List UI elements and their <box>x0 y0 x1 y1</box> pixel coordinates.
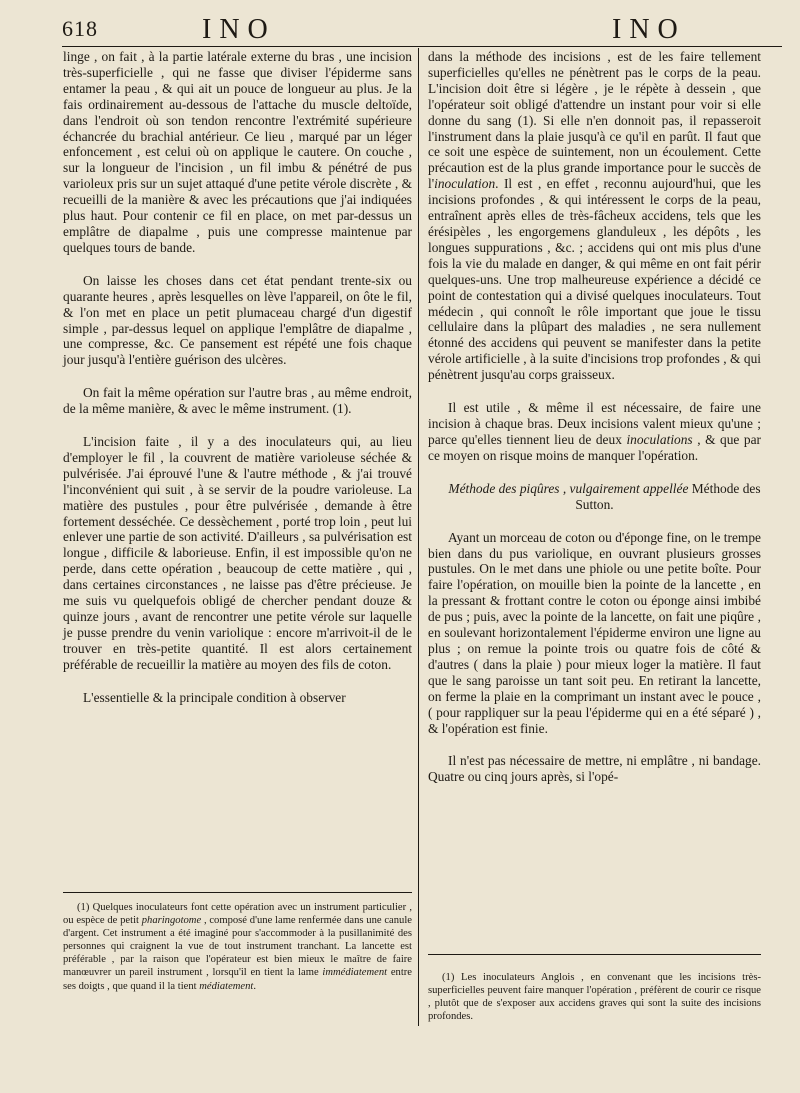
text-run: Il est utile , & même il est nécessaire, de faire une incision à chaque bras. Deux incisions valent mieux qu'une ; parce qu'elles tiennent lieu de deux <box>428 400 761 447</box>
left-column <box>63 49 412 706</box>
footnote-rule <box>63 892 412 893</box>
paragraph: Il n'est pas nécessaire de mettre, ni emplâtre , ni bandage. Quatre ou cinq jours après, si l'opé- <box>428 753 761 785</box>
paragraph <box>428 49 761 383</box>
page-header <box>62 14 782 48</box>
paragraph: Ayant un morceau de coton ou d'éponge fine, on le trempe bien dans du pus variolique, en ouvrant plusieurs grosses pustules. On le met dans une phiole ou une petite boîte. Pour faire l'opération, on mouille bien la pointe de la lancette , en la pressant & frottant contre le coton ou éponge ainsi imbibé de pus ; puis, avec la pointe de la lancette, on fait une piqûre , en soulevant horizontalement l'épiderme environ une ligne au plus ; on remue la pointe trois ou quatre fois de côté & d'autres ( dans la plaie ) pour mieux loger la matière. Il faut que le sang paroisse un tant soit peu. En retirant la lancette, on ferme la plaie en la comprimant un instant avec le pouce , ( pour rappliquer sur la peau l'épiderme qui en a été séparé ) , & l'opération est finie. <box>428 529 761 736</box>
section-heading-italic: Méthode des piqûres , vulgairement appellée <box>448 480 689 496</box>
paragraph: L'essentielle & la principale condition à observer <box>83 689 346 705</box>
paragraph: On fait la même opération sur l'autre bras , au même endroit, de la même manière, & avec le même instrument. (1). <box>63 385 412 417</box>
text-run: . Il est , en effet , reconnu aujourd'hui, que les incisions profondes , & qui intéressent le corps de la peau, entraînent après elles de très-fâcheux accidens, tels que les érésipèles , les engorgemens glanduleux , les dépôts , les longues suppurations , &c. ; accidens qui ont mis plus d'une fois la vie du malade en danger, & qui même en ont fait périr quelques-uns. Une trop malheureuse expérience a décidé ce point de contestation qui a divisé quelques inoculateurs. Tout médecin , qui connoît le rôle important que joue le tissu cellulaire dans la plûpart des maladies , ne sera nullement étonné des accidens qui peuvent se manifester dans la petite vérole artificielle , à la suite d'incisions trop profondes , & qui pénètrent jusqu'au corps graisseux. <box>428 176 761 383</box>
right-column <box>428 49 761 785</box>
running-head-right: INO <box>612 14 686 45</box>
paragraph: On laisse les choses dans cet état pendant trente-six ou quarante heures , après lesquelles on lève l'appareil, on ôte le fil, & l'on met en place un petit plumaceau chargé d'un digestif simple , par-dessus lequel on applique l'emplâtre de diapalme , une compresse, &c. Ce pansement est répété une fois chaque jour jusqu'à l'entière guérison des ulcères. <box>63 272 412 368</box>
text-run: , & que par ce moyen on risque moins de manquer l'opération. <box>428 431 761 463</box>
text-run: , composé d'une lame renfermée dans une canule d'argent. Cet instrument a été imaginé pour s'accommoder à la pusillanimité des personnes qui craignent la vue de tout instrument tranchant. La lancette est préférable , par la raison que l'opérateur est bien mieux le maître de faire manœuvrer un pareil instrument , lorsqu'il en tient la lame <box>63 915 412 979</box>
column-rule <box>418 48 419 1026</box>
running-head-left: INO <box>202 14 276 45</box>
paragraph: L'incision faite , il y a des inoculateurs qui, au lieu d'employer le fil , la couvrent de matière varioleuse séchée & pulvérisée. J'ai éprouvé l'une & l'autre méthode , & j'ai trouvé l'inconvénient qui suit , à se servir de la poudre varioleuse. La matière des pustules , pour être pulvérisée , demande à être fortement desséchée. Ce dessèchement , porté trop loin , peut lui enlever une partie de son activité. D'ailleurs , sa pulvérisation est longue , difficile & laborieuse. Enfin, il est impossible qu'on ne perde, dans cette opération , beaucoup de cette matière , qui , dans certaines circonstances , ne laisse pas d'être précieuse. Je me suis vu quelquefois obligé de chercher pendant douze & quinze jours , avant de rencontrer une petite vérole sur laquelle je pusse prendre du venin variolique : encore m'arrivoit-il de le trouver en très-petite quantité. Il est alors certainement préférable de recueillir la matière au moyen des fils de coton. <box>63 434 412 672</box>
section-heading <box>428 481 761 513</box>
text-run: (1) Quelques inoculateurs font cette opération avec un instrument particulier , ou espèce de petit <box>63 902 412 927</box>
text-run: dans la méthode des incisions , est de les faire tellement superficielles qu'elles ne pénètrent pas le corps de la peau. L'incision doit être si légère , je le répète à dessein , que l'opérateur soit obligé d'attendre un instant pour voir si elle donne du sang (1). Si elle n'en donnoit pas, il repasseroit l'instrument dans la plaie jusqu'à ce qu'il en parût. Il faut que ce soit une espèce de suintement, non un écoulement. Cette précaution est de la plus grande importance pour le succès de l' <box>428 49 761 192</box>
italic-term: inoculation <box>434 176 496 192</box>
paragraph <box>428 400 761 464</box>
page-number: 618 <box>62 16 98 41</box>
italic-term: médiatement <box>199 980 254 992</box>
italic-term: inoculations <box>626 431 693 447</box>
footnote-rule <box>428 954 761 955</box>
section-heading-roman: Méthode des Sutton. <box>575 480 761 512</box>
footnote-right <box>428 971 761 1023</box>
italic-term: pharingotome <box>141 915 202 927</box>
text-run: entre ses doigts , que quand il la tient <box>63 967 412 992</box>
paragraph: linge , on fait , à la partie latérale externe du bras , une incision très-superficielle , qui ne fasse que diviser l'épiderme sans entamer la peau , & qui ait un pouce de longueur au plus. Je la fais ordinairement au-dessous de l'attache du muscle deltoïde, dans l'endroit où son tendon rencontre l'extrémité supérieure échancrée du brachial antérieur. Ce lieu , marqué par un léger enfoncement , est celui où on applique le cautere. On couche , sur la longueur de l'incision , un fil imbu & pénétré de pus varioleux pris sur un sujet attaqué d'une petite vérole discrète , & recueilli de la manière & avec les précautions que j'ai indiquées plus haut. Pour contenir ce fil en place, on met par-dessus un emplâtre de diapalme , puis une compresse maintenue par quelques tours de bande. <box>63 49 412 255</box>
footnote-text: (1) Les inoculateurs Anglois , en convenant que les incisions très-superficielles peuvent faire manquer l'opération , préfèrent de courir ce risque , plutôt que de s'exposer aux accidens graves qui sont la suite des incisions profondes. <box>428 972 761 1023</box>
footnote-left <box>63 901 412 993</box>
text-run: . <box>253 980 257 992</box>
header-rule <box>62 46 782 47</box>
italic-term: immédiatement <box>322 967 388 979</box>
